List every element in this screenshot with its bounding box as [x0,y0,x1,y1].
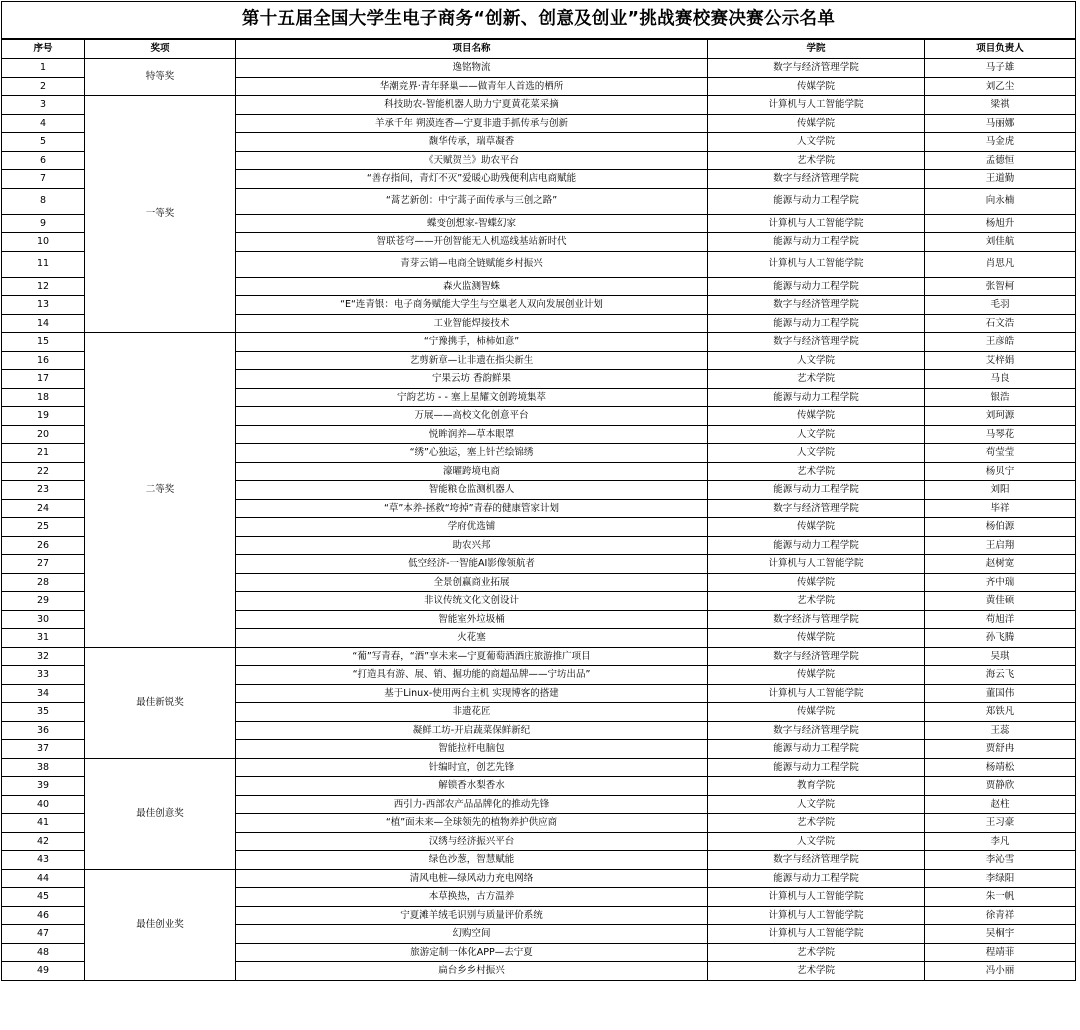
row-number: 36 [2,721,85,740]
table-row [2,869,1076,888]
row-number: 28 [2,573,85,592]
project-leader: 赵柱 [925,795,1076,814]
row-number: 47 [2,925,85,944]
project-leader: 贾舒冉 [925,740,1076,759]
college-name: 能源与动力工程学院 [708,314,925,333]
college-name: 能源与动力工程学院 [708,869,925,888]
project-name: “E“连青银：电子商务赋能大学生与空巢老人双向发展创业计划 [236,296,708,315]
college-name: 计算机与人工智能学院 [708,555,925,574]
college-name: 计算机与人工智能学院 [708,214,925,233]
project-name: 宁韵艺坊 - - 塞上星耀文创跨境集萃 [236,388,708,407]
row-number: 12 [2,277,85,296]
project-leader: 杨伯源 [925,518,1076,537]
project-name: 旅游定制一体化APP—去宁夏 [236,943,708,962]
row-number: 49 [2,962,85,981]
project-name: 艺剪新章—让非遗在指尖新生 [236,351,708,370]
college-name: 人文学院 [708,133,925,152]
project-leader: 冯小丽 [925,962,1076,981]
college-name: 计算机与人工智能学院 [708,888,925,907]
row-number: 23 [2,481,85,500]
row-number: 44 [2,869,85,888]
college-name: 传媒学院 [708,573,925,592]
college-name: 数字与经济管理学院 [708,851,925,870]
project-leader: 刘珂源 [925,407,1076,426]
project-name: “打造具有游、展、销、掘功能的商超品牌——宁坊出品” [236,666,708,685]
award-cell: 最佳创意奖 [85,758,236,869]
project-leader: 艾梓娟 [925,351,1076,370]
award-cell: 二等奖 [85,333,236,648]
project-name: 西引力-西部农产品品牌化的推动先锋 [236,795,708,814]
project-leader: 马金虎 [925,133,1076,152]
project-leader: 朱一帆 [925,888,1076,907]
row-number: 42 [2,832,85,851]
project-name: 清风电桩—绿风动力充电网络 [236,869,708,888]
award-cell: 特等奖 [85,59,236,96]
project-name: 解锁香水梨香水 [236,777,708,796]
college-name: 艺术学院 [708,962,925,981]
college-name: 数字与经济管理学院 [708,333,925,352]
row-number: 33 [2,666,85,685]
award-cell: 一等奖 [85,96,236,333]
row-number: 20 [2,425,85,444]
project-name: “善存指间，青灯不灭”爱暖心助残便利店电商赋能 [236,170,708,189]
project-name: 非议传统文化文创设计 [236,592,708,611]
college-name: 艺术学院 [708,370,925,389]
project-name: “植”面未来—全球领先的植物养护供应商 [236,814,708,833]
project-leader: 马子雄 [925,59,1076,78]
college-name: 教育学院 [708,777,925,796]
project-name: 华潮竞界·青年驿巢——做青年人首选的栖所 [236,77,708,96]
project-leader: 肖思凡 [925,251,1076,277]
project-name: 悦眸润养—草本眼罩 [236,425,708,444]
college-name: 传媒学院 [708,407,925,426]
project-leader: 马琴花 [925,425,1076,444]
college-name: 能源与动力工程学院 [708,233,925,252]
project-name: “草”本养-拯救“垮掉”青春的健康管家计划 [236,499,708,518]
college-name: 传媒学院 [708,703,925,722]
row-number: 14 [2,314,85,333]
project-leader: 张智柯 [925,277,1076,296]
college-name: 能源与动力工程学院 [708,740,925,759]
college-name: 计算机与人工智能学院 [708,251,925,277]
row-number: 26 [2,536,85,555]
project-leader: 石文浩 [925,314,1076,333]
project-name: 凝鲜工坊-开启蔬菜保鲜新纪 [236,721,708,740]
project-name: 智联苍穹——开创智能无人机巡线基站新时代 [236,233,708,252]
award-cell: 最佳创业奖 [85,869,236,980]
project-name: 学府优选铺 [236,518,708,537]
project-name: 羊承千年 朔漠连香—宁夏非遗手抓传承与创新 [236,114,708,133]
row-number: 29 [2,592,85,611]
row-number: 45 [2,888,85,907]
project-leader: 孙飞腾 [925,629,1076,648]
college-name: 数字与经济管理学院 [708,59,925,78]
project-name: 非遗花匠 [236,703,708,722]
project-leader: 程靖菲 [925,943,1076,962]
row-number: 5 [2,133,85,152]
project-name: 基于Linux-使用两台主机 实现博客的搭建 [236,684,708,703]
table-row [2,59,1076,78]
header-project: 项目名称 [236,39,708,59]
row-number: 43 [2,851,85,870]
award-cell: 最佳新锐奖 [85,647,236,758]
college-name: 计算机与人工智能学院 [708,906,925,925]
project-name: “宁豫携手，柿柿如意” [236,333,708,352]
college-name: 能源与动力工程学院 [708,188,925,214]
project-name: “绣”心独运，塞上针芒绘锦绣 [236,444,708,463]
row-number: 27 [2,555,85,574]
header-college: 学院 [708,39,925,59]
row-number: 25 [2,518,85,537]
project-leader: 王彦皓 [925,333,1076,352]
row-number: 9 [2,214,85,233]
row-number: 24 [2,499,85,518]
college-name: 传媒学院 [708,629,925,648]
row-number: 8 [2,188,85,214]
college-name: 人文学院 [708,795,925,814]
row-number: 30 [2,610,85,629]
project-leader: 吴琪 [925,647,1076,666]
header-row [2,39,1076,59]
college-name: 传媒学院 [708,77,925,96]
project-name: 绿色沙葱，智慧赋能 [236,851,708,870]
project-name: 馥华传承，瑞草凝香 [236,133,708,152]
row-number: 19 [2,407,85,426]
row-number: 38 [2,758,85,777]
project-leader: 海云飞 [925,666,1076,685]
sheet-title: 第十五届全国大学生电子商务“创新、创意及创业”挑战赛校赛决赛公示名单 [2,2,1076,40]
college-name: 数字与经济管理学院 [708,499,925,518]
row-number: 46 [2,906,85,925]
project-name: 全景创赢商业拓展 [236,573,708,592]
header-no: 序号 [2,39,85,59]
college-name: 艺术学院 [708,151,925,170]
row-number: 37 [2,740,85,759]
project-name: 低空经济-一智能AI影像领航者 [236,555,708,574]
row-number: 10 [2,233,85,252]
project-name: 逸铭物流 [236,59,708,78]
row-number: 11 [2,251,85,277]
project-leader: 王习豪 [925,814,1076,833]
project-leader: 马良 [925,370,1076,389]
results-sheet [1,1,1075,981]
college-name: 数字与经济管理学院 [708,647,925,666]
college-name: 能源与动力工程学院 [708,388,925,407]
project-leader: 刘阳 [925,481,1076,500]
project-leader: 黄佳硕 [925,592,1076,611]
row-number: 39 [2,777,85,796]
header-award: 奖项 [85,39,236,59]
project-leader: 徐青祥 [925,906,1076,925]
row-number: 7 [2,170,85,189]
project-name: 智能粮仓监测机器人 [236,481,708,500]
project-name: 针编时宜，创艺先锋 [236,758,708,777]
row-number: 32 [2,647,85,666]
row-number: 17 [2,370,85,389]
row-number: 16 [2,351,85,370]
college-name: 数字经济与管理学院 [708,610,925,629]
project-name: “葡”写青春，“酒”享未来—宁夏葡萄酒酒庄旅游推广项目 [236,647,708,666]
project-leader: 郑铁凡 [925,703,1076,722]
college-name: 能源与动力工程学院 [708,277,925,296]
project-leader: 毛羽 [925,296,1076,315]
row-number: 18 [2,388,85,407]
project-leader: 毕祥 [925,499,1076,518]
project-leader: 贾静欣 [925,777,1076,796]
row-number: 3 [2,96,85,115]
project-leader: 吴桐宇 [925,925,1076,944]
project-name: 森火监测智蛛 [236,277,708,296]
college-name: 人文学院 [708,351,925,370]
college-name: 艺术学院 [708,814,925,833]
row-number: 34 [2,684,85,703]
table-row [2,647,1076,666]
table-row [2,333,1076,352]
project-leader: 李凡 [925,832,1076,851]
project-leader: 银浩 [925,388,1076,407]
project-name: 幻购空间 [236,925,708,944]
row-number: 41 [2,814,85,833]
project-leader: 齐中瑞 [925,573,1076,592]
project-leader: 苟莹莹 [925,444,1076,463]
college-name: 人文学院 [708,425,925,444]
project-leader: 杨贝宁 [925,462,1076,481]
project-leader: 李绿阳 [925,869,1076,888]
project-name: 科技助农-智能机器人助力宁夏黄花菜采摘 [236,96,708,115]
college-name: 艺术学院 [708,592,925,611]
row-number: 6 [2,151,85,170]
row-number: 40 [2,795,85,814]
project-name: 智能室外垃圾桶 [236,610,708,629]
college-name: 艺术学院 [708,462,925,481]
project-leader: 李沁雪 [925,851,1076,870]
college-name: 计算机与人工智能学院 [708,96,925,115]
project-name: 青芽云销—电商全链赋能乡村振兴 [236,251,708,277]
row-number: 2 [2,77,85,96]
project-leader: 苟旭洋 [925,610,1076,629]
college-name: 计算机与人工智能学院 [708,925,925,944]
table-row [2,96,1076,115]
row-number: 48 [2,943,85,962]
row-number: 1 [2,59,85,78]
row-number: 15 [2,333,85,352]
project-leader: 王蕊 [925,721,1076,740]
row-number: 21 [2,444,85,463]
project-leader: 王启翔 [925,536,1076,555]
project-name: 万展——高校文化创意平台 [236,407,708,426]
project-leader: 向永楠 [925,188,1076,214]
project-name: 濠曜跨境电商 [236,462,708,481]
table-body [2,59,1076,981]
project-leader: 刘乙尘 [925,77,1076,96]
row-number: 4 [2,114,85,133]
project-leader: 杨旭升 [925,214,1076,233]
project-name: 《天赋贺兰》助农平台 [236,151,708,170]
project-name: 宁果云坊 香韵鲜果 [236,370,708,389]
college-name: 能源与动力工程学院 [708,758,925,777]
college-name: 计算机与人工智能学院 [708,684,925,703]
project-name: 蝶变创想家-智蝶幻家 [236,214,708,233]
project-name: “蒿艺新创：中宁蒿子面传承与三创之路” [236,188,708,214]
project-leader: 赵树宽 [925,555,1076,574]
project-leader: 董国伟 [925,684,1076,703]
project-name: 宁夏滩羊绒毛识别与质量评价系统 [236,906,708,925]
project-leader: 王道勤 [925,170,1076,189]
project-leader: 杨靖松 [925,758,1076,777]
results-table [1,1,1076,981]
table-row [2,758,1076,777]
row-number: 13 [2,296,85,315]
college-name: 艺术学院 [708,943,925,962]
header-leader: 项目负责人 [925,39,1076,59]
project-name: 火花塞 [236,629,708,648]
project-leader: 梁祺 [925,96,1076,115]
project-leader: 孟德恒 [925,151,1076,170]
row-number: 22 [2,462,85,481]
college-name: 数字与经济管理学院 [708,170,925,189]
college-name: 人文学院 [708,444,925,463]
project-name: 智能拉杆电脑包 [236,740,708,759]
college-name: 数字与经济管理学院 [708,721,925,740]
project-name: 助农兴邦 [236,536,708,555]
project-name: 本草换热，古方温养 [236,888,708,907]
project-leader: 刘佳航 [925,233,1076,252]
college-name: 传媒学院 [708,666,925,685]
project-leader: 马丽娜 [925,114,1076,133]
college-name: 能源与动力工程学院 [708,536,925,555]
college-name: 人文学院 [708,832,925,851]
college-name: 传媒学院 [708,114,925,133]
college-name: 数字与经济管理学院 [708,296,925,315]
college-name: 传媒学院 [708,518,925,537]
project-name: 扁台乡乡村振兴 [236,962,708,981]
project-name: 工业智能焊接技术 [236,314,708,333]
row-number: 35 [2,703,85,722]
college-name: 能源与动力工程学院 [708,481,925,500]
project-name: 汉绣与经济振兴平台 [236,832,708,851]
row-number: 31 [2,629,85,648]
